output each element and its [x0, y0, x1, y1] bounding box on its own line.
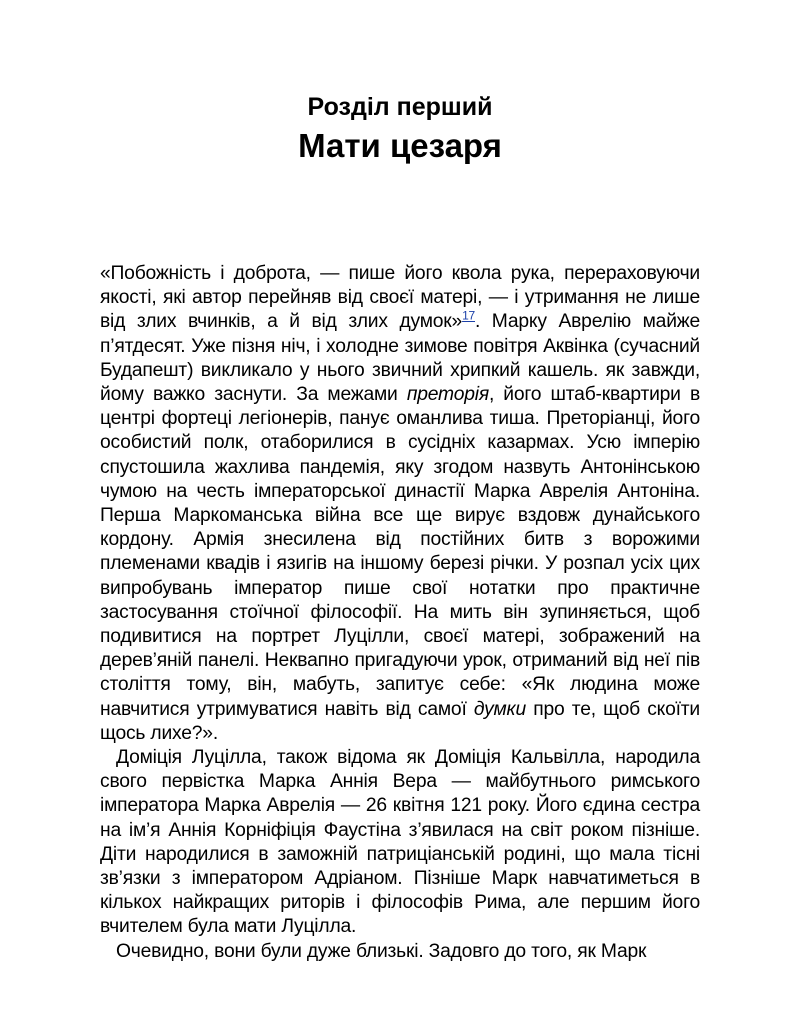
chapter-label: Розділ перший [307, 93, 493, 121]
paragraph-2: Доміція Луцілла, також відома як Доміція Кальвілла, народила свого первістка Марка Аннія Вера — майбутнього римського імператора Марка Аврелія — 26 квітня 121 року. Його єдина сестра на ім’я Аннія Корніфіція Фаустіна з’явилася на світ роком пізніше. Діти народилися в заможній патриціанській родині, що мала тісні зв’язки з імператором Адріаном. Пізніше Марк навчатиметься в кількох найкращих риторів і філософів Рима, але першим його вчителем була мати Луцілла. [100, 747, 700, 938]
body-text [100, 262, 700, 964]
paragraph-3: Очевидно, вони були дуже близькі. Задовго до того, як Марк [116, 940, 647, 962]
footnote-link[interactable]: 17 [462, 308, 476, 323]
paragraph-1-italic-word: думки [473, 698, 526, 720]
paragraph-1-part-b: . Марку Аврелію майже п’ятдесят. Уже пізня ніч, і холодне зимове повітря Аквінка (сучасний Будапешт) викликало у нього звичний хрипкий кашель. як завжди, йому важко заснути. За межами [100, 311, 700, 406]
paragraph-1-part-c: , його штаб-квартири в центрі фортеці легіонерів, панує оманлива тиша. Преторіанці, його особистий полк, отаборилися в сусідніх казармах. Усю імперію спустошила жахлива пандемія, яку згодом назвуть Антонінською чумою на честь імператорської династії Марка Аврелія Антоніна. Перша Маркоманська війна все ще вирує вздовж дунайського кордону. Армія знесилена від постійних битв з ворожими племенами квадів і язигів на іншому березі річки. У розпал усіх цих випробувань імператор пише свої нотатки про практичне застосування стоїчної філософії. На мить він зупиняється, щоб подивитися на портрет Луцілли, своєї матері, зображений на дерев’яній панелі. Неквапно пригадуючи урок, отриманий від неї пів століття тому, він, мабуть, запитує себе: «Як людина може навчитися утримуватися навіть від самої [100, 384, 700, 720]
paragraph-1-part-d: про те, щоб скоїти щось лихе?». [100, 698, 700, 744]
paragraph-1 [100, 262, 700, 746]
paragraph-1-part-a: «Побожність і доброта, — пише його квола рука, перераховуючи якості, які автор перейняв від своєї матері, — і утримання не лише від злих вчинків, а й від злих думок» [100, 263, 700, 333]
paragraph-1-italic-term: преторія [406, 384, 489, 406]
chapter-title: Мати цезаря [298, 127, 502, 164]
